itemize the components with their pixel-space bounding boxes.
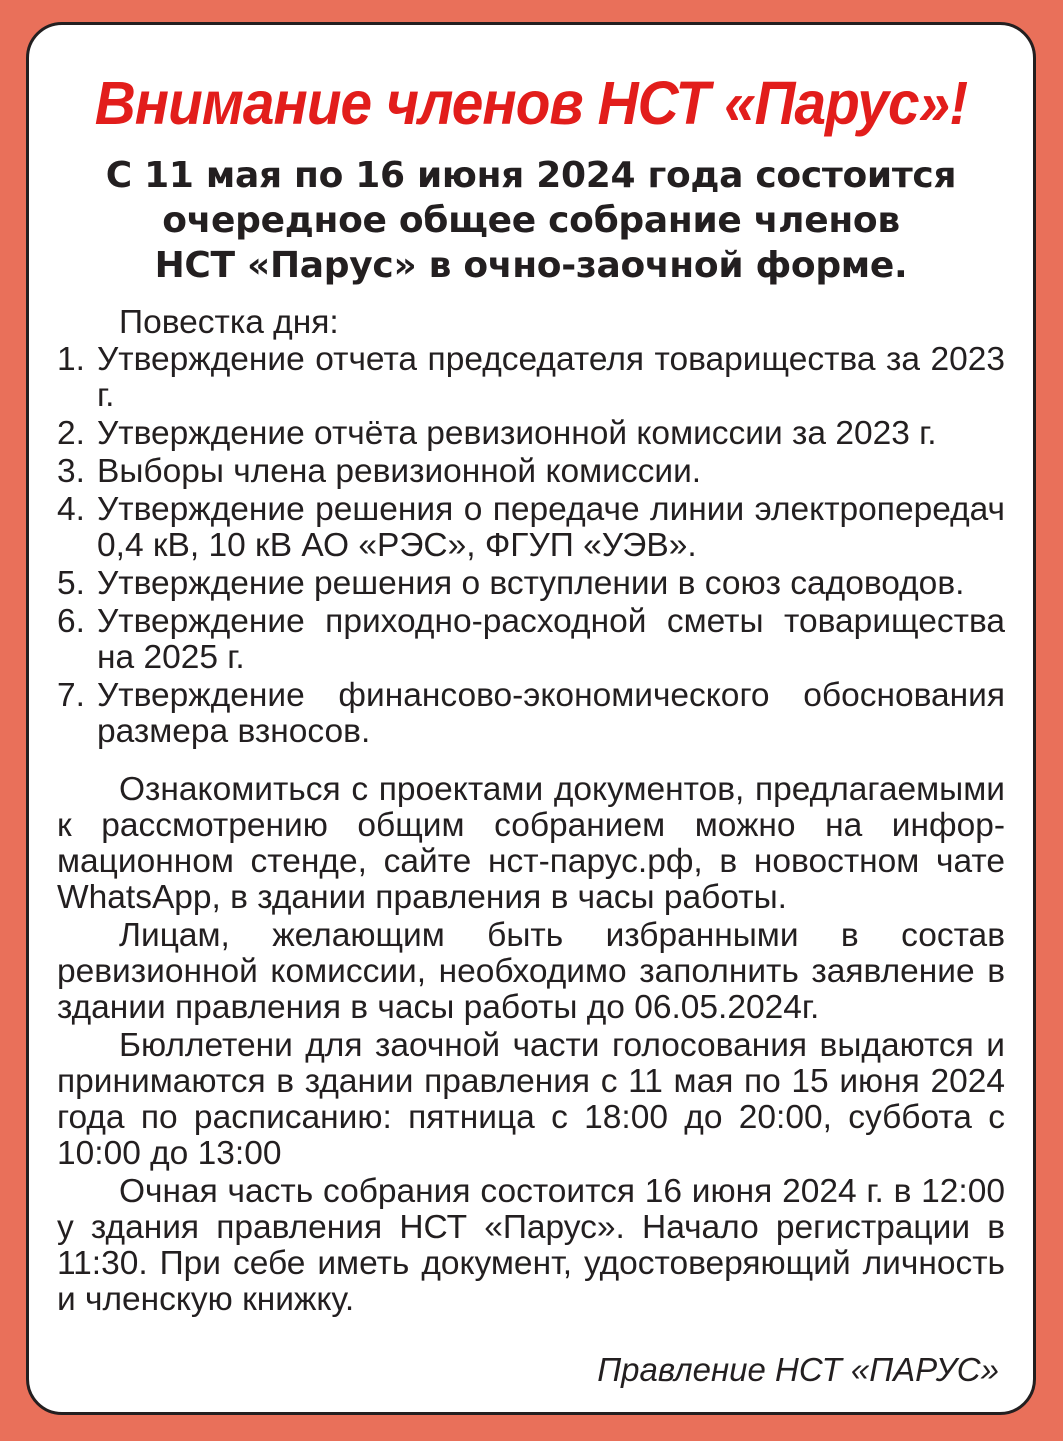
- lead-announcement: [49, 153, 1013, 288]
- agenda-item: [57, 454, 1005, 490]
- agenda-item-number: 3.: [57, 453, 85, 490]
- audit-candidates-paragraph: Лицам, желающим быть избранными в состав ревизионной комиссии, необходимо заполнить заявление в здании правления в часы работы до 06.05.2024г.: [57, 917, 1005, 1026]
- signature: Правление НСТ «ПАРУС»: [597, 1351, 999, 1388]
- notice-headline: Внимание членов НСТ «Парус»!: [94, 69, 968, 137]
- agenda-item-text: Утверждение финансово-экономического обоснования размера взносов.: [97, 677, 1005, 750]
- in-person-meeting-paragraph: Очная часть собрания состоится 16 июня 2024 г. в 12:00 у здания правления НСТ «Парус». Начало регистрации в 11:30. При себе иметь документ, удостоверяющий личность и членскую книжку.: [57, 1173, 1005, 1318]
- agenda-item-number: 5.: [57, 565, 85, 602]
- agenda-item-text: Утверждение приходно-расходной сметы товарищества на 2025 г.: [97, 603, 1005, 676]
- documents-paragraph: Ознакомиться с проектами документов, предлагаемыми к рассмотрению общим собранием можно на информационном стенде, сайте нст-парус.рф, в новостном чате WhatsApp, в здании правления в часы работы.: [57, 771, 1005, 916]
- agenda-item-text: Выборы члена ревизионной комиссии.: [97, 453, 702, 490]
- agenda-item: [57, 342, 1005, 414]
- agenda-item: [57, 604, 1005, 676]
- agenda-item: [57, 492, 1005, 564]
- agenda-item-number: 2.: [57, 415, 85, 452]
- lead-line: С 11 мая по 16 июня 2024 года состоится: [105, 155, 957, 196]
- agenda-item-text: Утверждение решения о вступлении в союз садоводов.: [97, 565, 965, 602]
- lead-line: очередное общее собрание членов: [162, 200, 900, 241]
- agenda-item-number: 6.: [57, 603, 85, 640]
- agenda-item: [57, 678, 1005, 750]
- agenda-item-number: 7.: [57, 677, 85, 714]
- agenda-item: [57, 416, 1005, 452]
- agenda-list: [57, 342, 1005, 750]
- agenda-item: [57, 566, 1005, 602]
- agenda-title: Повестка дня:: [119, 304, 339, 341]
- agenda-item-text: Утверждение отчёта ревизионной комиссии за 2023 г.: [97, 415, 937, 452]
- agenda-item-number: 4.: [57, 491, 85, 528]
- lead-line: НСТ «Парус» в очно-заочной форме.: [154, 245, 908, 286]
- agenda-item-text: Утверждение решения о передаче линии электропередач 0,4 кВ, 10 кВ АО «РЭС», ФГУП «УЭВ».: [97, 491, 1005, 564]
- agenda-item-number: 1.: [57, 341, 85, 378]
- notice-card: [26, 22, 1036, 1415]
- notice-body: [57, 305, 1005, 1318]
- ballots-paragraph: Бюллетени для заочной части голосования выдаются и принимаются в здании правления с 11 мая по 15 июня 2024 года по расписанию: пятница с 18:00 до 20:00, суббота с 10:00 до 13:00: [57, 1027, 1005, 1172]
- agenda-item-text: Утверждение отчета председателя товарищества за 2023 г.: [97, 341, 1005, 414]
